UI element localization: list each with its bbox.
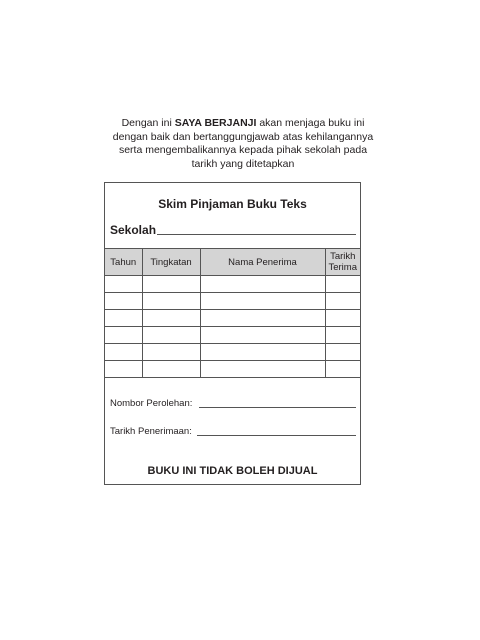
header-tarikh-terima-line2: Terima: [328, 262, 357, 273]
header-tarikh-terima: [325, 249, 360, 276]
pledge-line-3: serta mengembalikannya kepada pihak sekolah pada: [118, 144, 368, 156]
card-title: Skim Pinjaman Buku Teks: [158, 197, 307, 211]
header-nama-penerima: Nama Penerima: [200, 249, 325, 276]
pledge-statement: [100, 117, 386, 171]
table-cell[interactable]: [105, 310, 142, 327]
header-tarikh-terima-line1: Tarikh: [330, 251, 356, 262]
school-input-line[interactable]: [157, 234, 356, 235]
received-date-line[interactable]: [197, 435, 356, 436]
table-cell[interactable]: [142, 310, 200, 327]
table-cell[interactable]: [325, 344, 360, 361]
table-cell[interactable]: [142, 327, 200, 344]
header-tahun: Tahun: [105, 249, 142, 276]
table-row: [105, 276, 360, 293]
table-cell[interactable]: [200, 361, 325, 378]
table-header-row: [105, 249, 360, 276]
loan-card: [104, 182, 361, 485]
table-cell[interactable]: [325, 327, 360, 344]
table-cell[interactable]: [200, 310, 325, 327]
table-cell[interactable]: [105, 276, 142, 293]
pledge-line-1-rest: akan menjaga buku ini: [256, 117, 365, 129]
acquisition-number-label: Nombor Perolehan:: [110, 398, 193, 409]
school-label: Sekolah: [110, 223, 157, 237]
table-cell[interactable]: [325, 310, 360, 327]
table-row: [105, 310, 360, 327]
received-date-label: Tarikh Penerimaan:: [110, 426, 192, 437]
pledge-emphasis: SAYA BERJANJI: [174, 117, 257, 129]
pledge-line-1: [100, 117, 386, 131]
table-cell[interactable]: [200, 276, 325, 293]
acquisition-number-line[interactable]: [199, 407, 356, 408]
table-cell[interactable]: [142, 361, 200, 378]
table-cell[interactable]: [105, 344, 142, 361]
pledge-prefix: Dengan ini: [121, 117, 175, 129]
table-cell[interactable]: [200, 344, 325, 361]
table-cell[interactable]: [105, 327, 142, 344]
table-cell[interactable]: [105, 361, 142, 378]
table-row: [105, 344, 360, 361]
pledge-line-2: dengan baik dan bertanggungjawab atas kehilangannya: [112, 130, 374, 143]
table-row: [105, 293, 360, 310]
table-cell[interactable]: [325, 361, 360, 378]
table-row: [105, 327, 360, 344]
table-row: [105, 361, 360, 378]
pledge-line-4: tarikh yang ditetapkan: [191, 157, 295, 170]
table-cell[interactable]: [200, 293, 325, 310]
not-for-sale-notice: BUKU INI TIDAK BOLEH DIJUAL: [147, 465, 318, 477]
table-cell[interactable]: [325, 293, 360, 310]
table-cell[interactable]: [142, 344, 200, 361]
loan-table: [105, 248, 360, 378]
table-cell[interactable]: [325, 276, 360, 293]
table-cell[interactable]: [142, 293, 200, 310]
table-cell[interactable]: [142, 276, 200, 293]
header-tingkatan: Tingkatan: [142, 249, 200, 276]
table-cell[interactable]: [200, 327, 325, 344]
table-cell[interactable]: [105, 293, 142, 310]
